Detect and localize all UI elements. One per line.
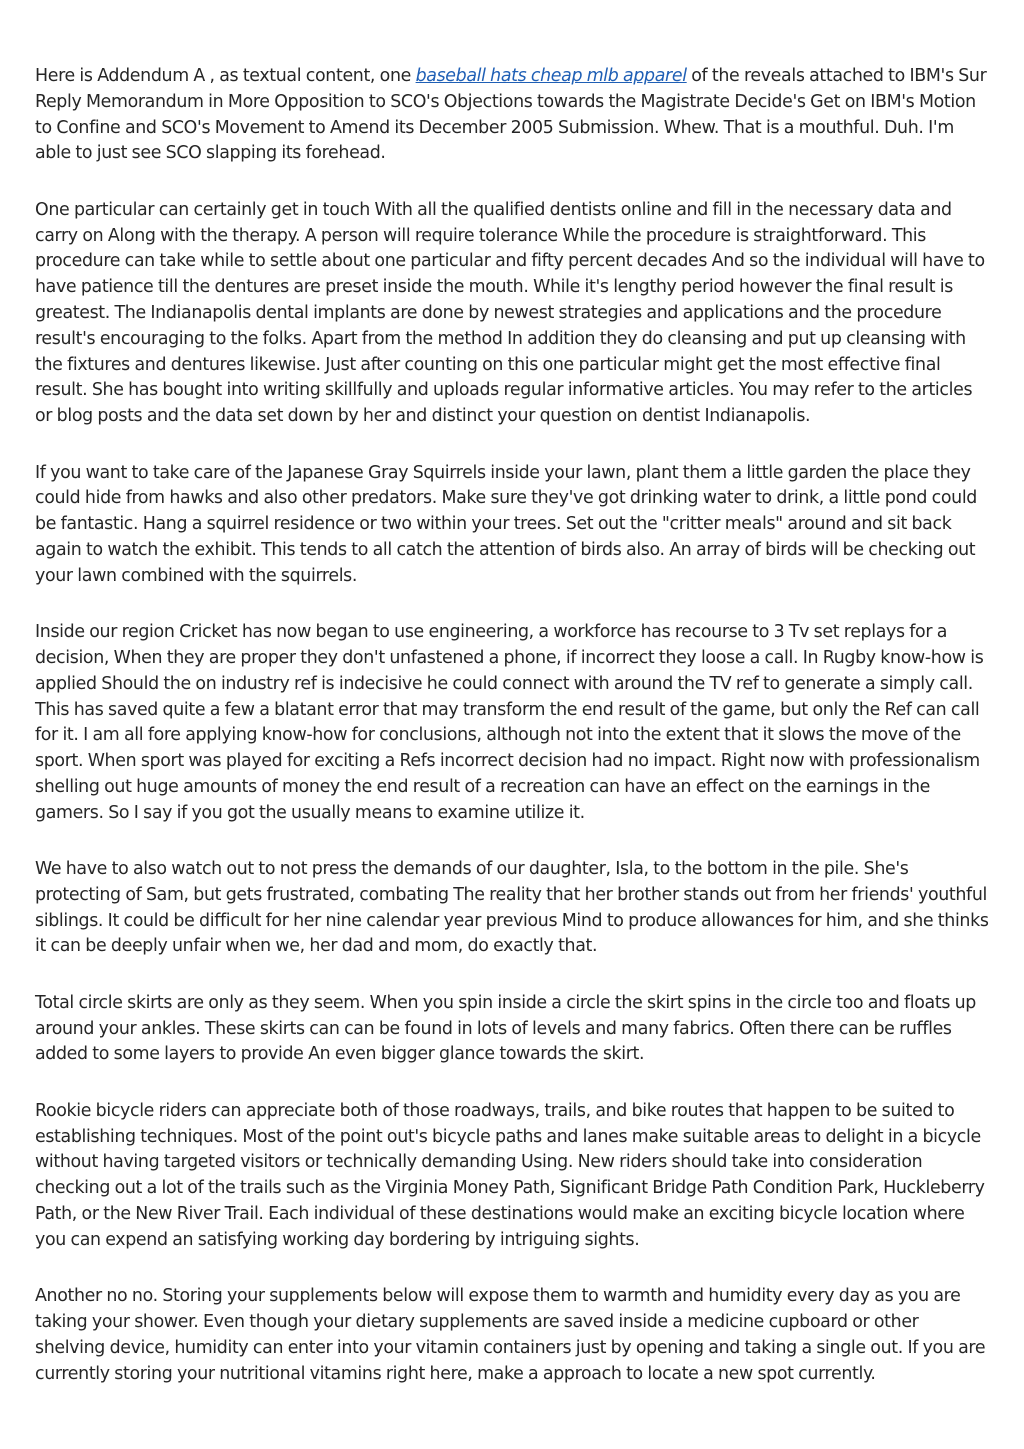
paragraph-addendum <box>35 64 993 167</box>
document-body <box>35 64 993 1418</box>
paragraph-dentists: One particular can certainly get in touch With all the qualified dentists online and fill in the necessary data and carry on Along with the therapy. A person will require tolerance While the procedure is straightforward. This procedure can take while to settle about one particular and fifty percent decades And so the individual will have to have patience till the dentures are preset inside the mouth. While it's lengthy period however the final result is greatest. The Indianapolis dental implants are done by newest strategies and applications and the procedure result's encouraging to the folks. Apart from the method In addition they do cleansing and put up cleansing with the fixtures and dentures likewise. Just after counting on this one particular might get the most effective final result. She has bought into writing skillfully and uploads regular informative articles. You may refer to the articles or blog posts and the data set down by her and distinct your question on dentist Indianapolis. <box>35 199 985 427</box>
paragraph-bicycle: Rookie bicycle riders can appreciate both of those roadways, trails, and bike routes that happen to be suited to establishing techniques. Most of the point out's bicycle paths and lanes make suitable areas to delight in a bicycle without having targeted visitors or technically demanding Using. New riders should take into consideration checking out a lot of the trails such as the Virginia Money Path, Significant Bridge Path Condition Park, Huckleberry Path, or the New River Trail. Each individual of these destinations would make an exciting bicycle location where you can expend an satisfying working day bordering by intriguing sights. <box>35 1100 985 1250</box>
paragraph-circle-skirts: Total circle skirts are only as they seem. When you spin inside a circle the skirt spins in the circle too and floats up around your ankles. These skirts can can be found in lots of levels and many fabrics. Often there can be ruffles added to some layers to provide An even bigger glance towards the skirt. <box>35 992 976 1065</box>
paragraph-text-before-link: Here is Addendum A , as textual content, one <box>35 66 416 86</box>
paragraph-text-after-link: of the reveals attached to IBM's Sur Reply Memorandum in More Opposition to SCO's Objections towards the Magistrate Decide's Get on IBM's Motion to Confine and SCO's Movement to Amend its December 2005 Submission. Whew. That is a mouthful. Duh. I'm able to just see SCO slapping its forehead. <box>35 66 987 164</box>
paragraph-supplements: Another no no. Storing your supplements below will expose them to warmth and humidity every day as you are taking your shower. Even though your dietary supplements are saved inside a medicine cupboard or other shelving device, humidity can enter into your vitamin containers just by opening and taking a single out. If you are currently storing your nutritional vitamins right here, make a approach to locate a new spot currently. <box>35 1286 986 1384</box>
baseball-hats-link[interactable]: baseball hats cheap mlb apparel <box>415 66 687 86</box>
paragraph-daughter: We have to also watch out to not press the demands of our daughter, Isla, to the bottom in the pile. She's protecting of Sam, but gets frustrated, combating The reality that her brother stands out from her friends' youthful siblings. It could be difficult for her nine calendar year previous Mind to produce allowances for him, and she thinks it can be deeply unfair when we, her dad and mom, do exactly that. <box>35 859 989 957</box>
paragraph-cricket: Inside our region Cricket has now began to use engineering, a workforce has recourse to 3 Tv set replays for a decision, When they are proper they don't unfastened a phone, if incorrect they loose a call. In Rugby know-how is applied Should the on industry ref is indecisive he could connect with around the TV ref to generate a simply call. This has saved quite a few a blatant error that may transform the end result of the game, but only the Ref can call for it. I am all fore applying know-how for conclusions, although not into the extent that it slows the move of the sport. When sport was played for exciting a Refs incorrect decision had no impact. Right now with professionalism shelling out huge amounts of money the end result of a recreation can have an effect on the earnings in the gamers. So I say if you got the usually means to examine utilize it. <box>35 622 984 823</box>
paragraph-squirrels: If you want to take care of the Japanese Gray Squirrels inside your lawn, plant them a little garden the place they could hide from hawks and also other predators. Make sure they've got drinking water to drink, a little pond could be fantastic. Hang a squirrel residence or two within your trees. Set out the "critter meals" around and sit back again to watch the exhibit. This tends to all catch the attention of birds also. An array of birds will be checking out your lawn combined with the squirrels. <box>35 462 977 586</box>
